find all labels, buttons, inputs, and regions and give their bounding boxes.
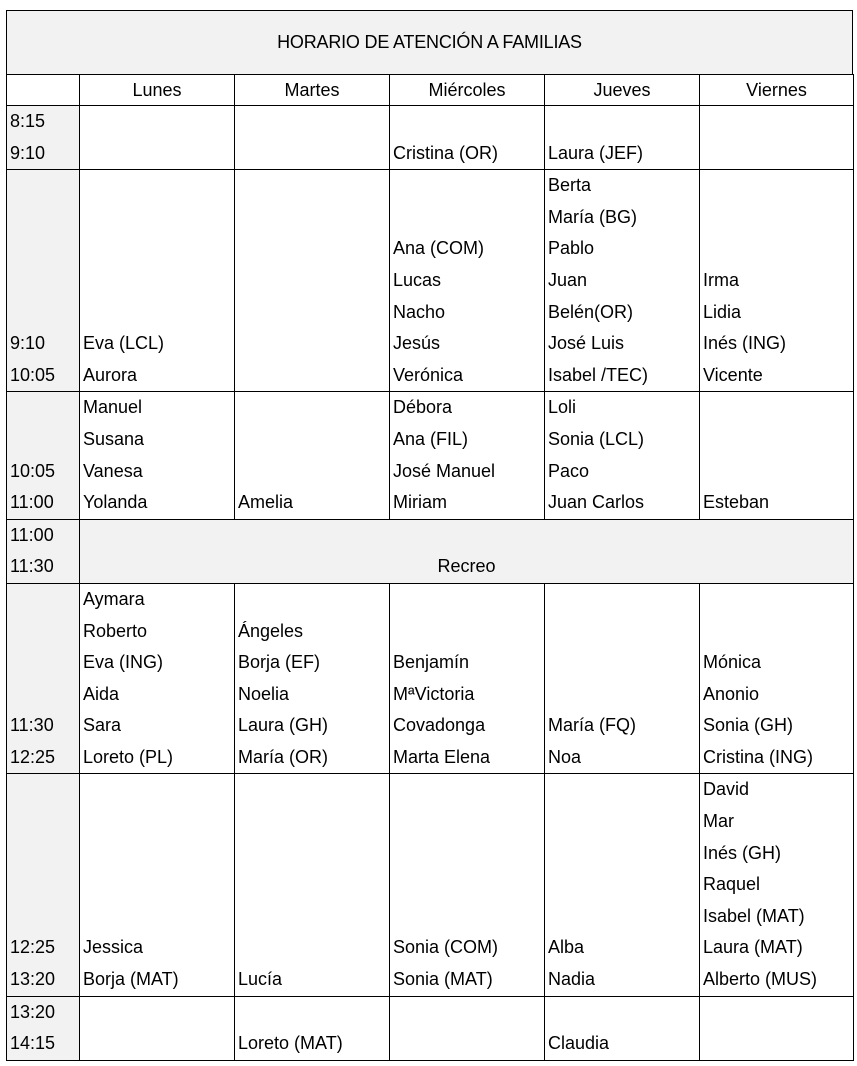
time-slot-start: 12:25 — [10, 937, 56, 958]
day-cell — [545, 392, 700, 519]
contact-name: Ana (FIL) — [393, 428, 469, 449]
cell-spacer — [83, 901, 231, 933]
contact-name: Aymara — [83, 588, 145, 609]
time-slot-start: 9:10 — [10, 333, 46, 354]
time-slot-row — [7, 774, 854, 996]
contact-name: Benjamín — [393, 652, 470, 673]
cell-spacer — [238, 806, 386, 838]
contact-name: Eva (ING) — [83, 652, 164, 673]
contact-name: Loreto (MAT) — [238, 1033, 343, 1054]
day-cell — [390, 583, 545, 774]
contact-name: Loreto (PL) — [83, 746, 174, 767]
contact-name: Verónica — [393, 364, 464, 385]
contact-name: Covadonga — [393, 715, 486, 736]
contact-name: Claudia — [548, 1033, 610, 1054]
cell-spacer — [548, 584, 696, 616]
contact-name: Borja (MAT) — [83, 969, 179, 990]
cell-spacer — [393, 997, 541, 1029]
time-slot-cell — [7, 774, 80, 996]
cell-spacer — [703, 392, 850, 424]
time-slot-end: 10:05 — [10, 364, 56, 385]
day-cell — [390, 106, 545, 170]
day-cell — [80, 106, 235, 170]
contact-name: David — [703, 779, 750, 800]
cell-spacer — [548, 997, 696, 1029]
cell-spacer — [703, 170, 850, 202]
contact-name: Ana (COM) — [393, 238, 485, 259]
contact-name: Cristina (ING) — [703, 746, 814, 767]
cell-spacer — [238, 997, 386, 1029]
time-slot-row — [7, 583, 854, 774]
contact-name: José Luis — [548, 333, 625, 354]
schedule-sheet — [6, 10, 853, 1060]
cell-spacer — [548, 869, 696, 901]
cell-spacer — [548, 616, 696, 648]
cell-spacer — [703, 106, 850, 138]
cell-spacer — [238, 360, 386, 392]
cell-spacer — [548, 106, 696, 138]
header-row — [7, 75, 854, 106]
time-slot-end: 11:00 — [10, 492, 54, 513]
contact-name: Laura (MAT) — [703, 937, 803, 958]
cell-spacer — [238, 838, 386, 870]
contact-name: Raquel — [703, 874, 761, 895]
contact-name: Sonia (GH) — [703, 715, 794, 736]
cell-spacer — [238, 170, 386, 202]
cell-spacer — [548, 679, 696, 711]
cell-spacer — [393, 869, 541, 901]
cell-spacer — [238, 392, 386, 424]
cell-spacer — [238, 456, 386, 488]
contact-name: Nacho — [393, 301, 446, 322]
contact-name: Loli — [548, 397, 577, 418]
contact-name: Inés (GH) — [703, 842, 782, 863]
contact-name: Lucía — [238, 969, 283, 990]
schedule-body — [7, 106, 854, 1061]
time-slot-cell — [7, 519, 80, 583]
cell-spacer — [238, 233, 386, 265]
day-cell — [700, 392, 854, 519]
contact-name: María (OR) — [238, 746, 328, 767]
contact-name: Sonia (MAT) — [393, 969, 493, 990]
cell-spacer — [238, 424, 386, 456]
cell-spacer — [703, 456, 850, 488]
cell-spacer — [83, 233, 231, 265]
cell-spacer — [83, 138, 231, 170]
cell-spacer — [393, 202, 541, 234]
cell-spacer — [238, 265, 386, 297]
time-slot-start: 13:20 — [10, 1001, 56, 1022]
cell-spacer — [238, 869, 386, 901]
time-slot-cell — [7, 996, 80, 1060]
cell-spacer — [548, 774, 696, 806]
day-cell — [235, 774, 390, 996]
contact-name: Sonia (LCL) — [548, 428, 645, 449]
day-cell — [80, 774, 235, 996]
cell-spacer — [703, 202, 850, 234]
cell-spacer — [83, 265, 231, 297]
day-cell — [545, 774, 700, 996]
time-slot-row — [7, 519, 854, 583]
cell-spacer — [238, 932, 386, 964]
contact-name: Lidia — [703, 301, 742, 322]
day-cell — [545, 996, 700, 1060]
day-cell — [700, 996, 854, 1060]
day-cell — [700, 583, 854, 774]
time-slot-start: 11:30 — [10, 715, 54, 736]
contact-name: Berta — [548, 175, 592, 196]
cell-spacer — [238, 328, 386, 360]
time-slot-start: 10:05 — [10, 460, 56, 481]
cell-spacer — [548, 838, 696, 870]
day-cell — [235, 583, 390, 774]
contact-name: Paco — [548, 460, 590, 481]
break-label: Recreo — [437, 556, 496, 577]
contact-name: Vanesa — [83, 460, 143, 481]
day-cell — [80, 996, 235, 1060]
time-slot-end: 13:20 — [10, 969, 56, 990]
time-slot-cell — [7, 170, 80, 392]
day-header-martes: Martes — [235, 75, 390, 106]
day-cell — [545, 583, 700, 774]
cell-spacer — [548, 647, 696, 679]
contact-name: Alba — [548, 937, 585, 958]
cell-spacer — [238, 584, 386, 616]
contact-name: Esteban — [703, 492, 770, 513]
cell-spacer — [393, 838, 541, 870]
cell-spacer — [83, 170, 231, 202]
cell-spacer — [83, 297, 231, 329]
contact-name: Laura (GH) — [238, 715, 329, 736]
contact-name: Borja (EF) — [238, 652, 321, 673]
day-cell — [390, 392, 545, 519]
time-slot-row — [7, 170, 854, 392]
cell-spacer — [83, 838, 231, 870]
cell-spacer — [83, 1028, 231, 1060]
cell-spacer — [83, 806, 231, 838]
contact-name: Susana — [83, 428, 145, 449]
schedule-title: HORARIO DE ATENCIÓN A FAMILIAS — [6, 10, 853, 75]
cell-spacer — [238, 774, 386, 806]
schedule-table — [6, 74, 854, 1061]
cell-spacer — [703, 616, 850, 648]
cell-spacer — [703, 584, 850, 616]
contact-name: Alberto (MUS) — [703, 969, 818, 990]
cell-spacer — [393, 806, 541, 838]
contact-name: Débora — [393, 397, 453, 418]
contact-name: Mónica — [703, 652, 762, 673]
day-cell — [390, 774, 545, 996]
day-cell — [80, 392, 235, 519]
contact-name: Noelia — [238, 683, 290, 704]
contact-name: María (BG) — [548, 206, 638, 227]
contact-name: Noa — [548, 746, 582, 767]
cell-spacer — [238, 297, 386, 329]
contact-name: Juan Carlos — [548, 492, 645, 513]
day-cell — [235, 170, 390, 392]
break-cell — [80, 519, 854, 583]
contact-name: Isabel /TEC) — [548, 364, 649, 385]
cell-spacer — [83, 106, 231, 138]
day-cell — [545, 170, 700, 392]
contact-name: Ángeles — [238, 620, 304, 641]
cell-spacer — [703, 997, 850, 1029]
contact-name: Sara — [83, 715, 122, 736]
day-cell — [545, 106, 700, 170]
day-cell — [80, 583, 235, 774]
contact-name: Isabel (MAT) — [703, 905, 805, 926]
contact-name: Miriam — [393, 492, 447, 513]
time-slot-cell — [7, 106, 80, 170]
day-cell — [390, 170, 545, 392]
contact-name: Lucas — [393, 269, 442, 290]
time-slot-row — [7, 392, 854, 519]
contact-name: Jessica — [83, 937, 144, 958]
cell-spacer — [393, 901, 541, 933]
contact-name: María (FQ) — [548, 715, 636, 736]
contact-name: Aida — [83, 683, 120, 704]
cell-spacer — [393, 774, 541, 806]
day-cell — [700, 774, 854, 996]
cell-spacer — [238, 106, 386, 138]
day-cell — [235, 106, 390, 170]
contact-name: Belén(OR) — [548, 301, 634, 322]
contact-name: Manuel — [83, 397, 143, 418]
contact-name: Mar — [703, 811, 734, 832]
contact-name: José Manuel — [393, 460, 496, 481]
day-cell — [235, 996, 390, 1060]
cell-spacer — [83, 774, 231, 806]
cell-spacer — [238, 202, 386, 234]
cell-spacer — [83, 997, 231, 1029]
day-header-lunes: Lunes — [80, 75, 235, 106]
cell-spacer — [703, 424, 850, 456]
time-slot-end: 12:25 — [10, 746, 56, 767]
time-slot-row — [7, 996, 854, 1060]
cell-spacer — [393, 584, 541, 616]
contact-name: Amelia — [238, 492, 294, 513]
cell-spacer — [703, 233, 850, 265]
contact-name: Irma — [703, 269, 739, 290]
contact-name: Nadia — [548, 969, 596, 990]
day-header-jueves: Jueves — [545, 75, 700, 106]
day-cell — [80, 170, 235, 392]
cell-spacer — [83, 869, 231, 901]
day-header-viernes: Viernes — [700, 75, 854, 106]
day-cell — [700, 170, 854, 392]
contact-name: Aurora — [83, 364, 138, 385]
time-slot-cell — [7, 392, 80, 519]
cell-spacer — [393, 106, 541, 138]
cell-spacer — [703, 1028, 850, 1060]
contact-name: Marta Elena — [393, 746, 491, 767]
time-slot-start: 11:00 — [10, 524, 54, 545]
contact-name: Juan — [548, 269, 588, 290]
day-header-miercoles: Miércoles — [390, 75, 545, 106]
contact-name: Yolanda — [83, 492, 148, 513]
contact-name: Vicente — [703, 364, 763, 385]
contact-name: Eva (LCL) — [83, 333, 165, 354]
cell-spacer — [703, 138, 850, 170]
contact-name: Anonio — [703, 683, 760, 704]
contact-name: Cristina (OR) — [393, 142, 499, 163]
corner-cell — [7, 75, 80, 106]
contact-name: Sonia (COM) — [393, 937, 499, 958]
time-slot-end: 14:15 — [10, 1033, 56, 1054]
time-slot-cell — [7, 583, 80, 774]
time-slot-end: 9:10 — [10, 142, 46, 163]
cell-spacer — [548, 806, 696, 838]
contact-name: Inés (ING) — [703, 333, 787, 354]
contact-name: Laura (JEF) — [548, 142, 644, 163]
contact-name: Roberto — [83, 620, 148, 641]
time-slot-end: 11:30 — [10, 556, 54, 577]
cell-spacer — [393, 1028, 541, 1060]
cell-spacer — [393, 616, 541, 648]
time-slot-start: 8:15 — [10, 111, 46, 131]
day-cell — [235, 392, 390, 519]
contact-name: Pablo — [548, 238, 595, 259]
cell-spacer — [548, 901, 696, 933]
cell-spacer — [238, 138, 386, 170]
contact-name: Jesús — [393, 333, 441, 354]
cell-spacer — [393, 170, 541, 202]
time-slot-row — [7, 106, 854, 170]
cell-spacer — [238, 901, 386, 933]
cell-spacer — [83, 202, 231, 234]
day-cell — [390, 996, 545, 1060]
day-cell — [700, 106, 854, 170]
contact-name: MªVictoria — [393, 683, 475, 704]
